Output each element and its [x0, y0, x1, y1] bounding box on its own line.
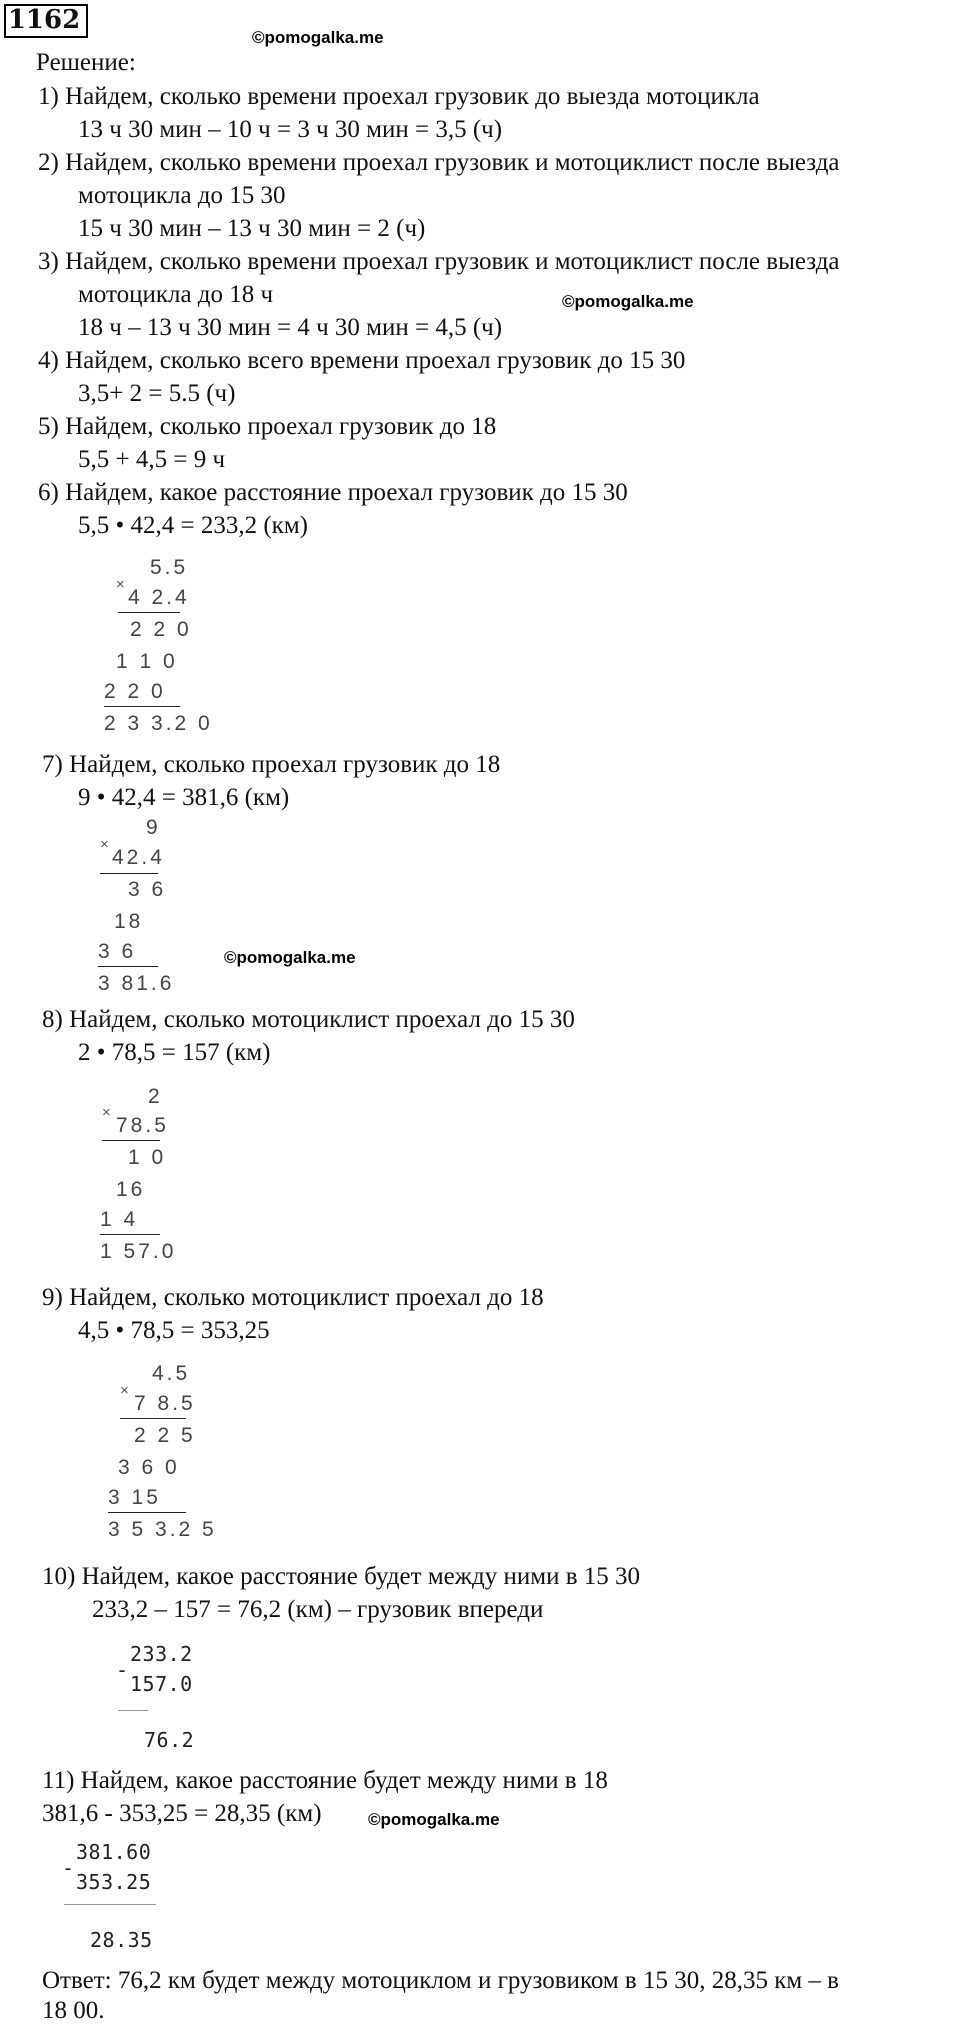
answer-line: Ответ: 76,2 км будет между мотоциклом и грузовиком в 15 30, 28,35 км – в: [42, 1967, 839, 1994]
calc-row: 381.60: [76, 1840, 152, 1864]
calc-row: 42.4: [112, 846, 165, 869]
step-3-line: 18 ч – 13 ч 30 мин = 4 ч 30 мин = 4,5 (ч): [78, 314, 503, 341]
multiply-sign: ×: [116, 576, 125, 593]
calc-row: 9: [146, 816, 161, 839]
calc-line: [108, 1512, 186, 1513]
calc-row: 2 2 5: [134, 1424, 196, 1447]
step-11-line: 381,6 - 353,25 = 28,35 (км): [42, 1800, 322, 1827]
step-11-title: 11) Найдем, какое расстояние будет между ними в 18: [42, 1767, 608, 1794]
calc-line: [64, 1904, 156, 1905]
step-9-line: 4,5 • 78,5 = 353,25: [78, 1317, 270, 1344]
watermark: ©pomogalka.me: [252, 28, 384, 47]
minus-sign: -: [116, 1658, 129, 1682]
calc-row: 3 81.6: [98, 972, 175, 995]
calc-row: 157.0: [130, 1672, 193, 1696]
calc-line: [104, 706, 180, 707]
step-2-title: 2) Найдем, сколько времени проехал грузовик и мотоциклист после выезда: [38, 149, 840, 176]
step-4-line: 3,5+ 2 = 5.5 (ч): [78, 380, 236, 407]
step-5-title: 5) Найдем, сколько проехал грузовик до 18: [38, 413, 497, 440]
calc-row: 28.35: [90, 1928, 153, 1952]
solution-heading: Решение:: [36, 49, 136, 76]
calc-row: 16: [116, 1178, 146, 1201]
calc-row: 1 1 0: [116, 650, 178, 673]
calc-row: 4 2.4: [128, 586, 190, 609]
step-9-title: 9) Найдем, сколько мотоциклист проехал до 18: [42, 1284, 544, 1311]
step-7-line: 9 • 42,4 = 381,6 (км): [78, 784, 290, 811]
calc-row: 2: [148, 1085, 163, 1108]
step-8-title: 8) Найдем, сколько мотоциклист проехал до 15 30: [42, 1006, 575, 1033]
step-4-title: 4) Найдем, сколько всего времени проехал грузовик до 15 30: [38, 347, 686, 374]
calc-row: 18: [114, 910, 144, 933]
multiply-sign: ×: [120, 1382, 129, 1399]
calc-row: 4.5: [152, 1362, 191, 1385]
calc-row: 2 2 0: [104, 680, 166, 703]
step-6-line: 5,5 • 42,4 = 233,2 (км): [78, 512, 308, 539]
calc-row: 353.25: [76, 1870, 152, 1894]
watermark: ©pomogalka.me: [368, 1810, 500, 1829]
calc-line: [102, 1140, 160, 1141]
multiply-sign: ×: [100, 836, 109, 853]
step-2-line: 15 ч 30 мин – 13 ч 30 мин = 2 (ч): [78, 215, 426, 242]
calc-line: [118, 612, 180, 613]
calc-row: 1 0: [128, 1146, 167, 1169]
calc-row: 2 3 3.2 0: [104, 712, 213, 735]
multiply-sign: ×: [102, 1104, 111, 1121]
calc-line: [100, 1234, 160, 1235]
calc-row: 1 57.0: [100, 1240, 177, 1263]
step-2-line: мотоцикла до 15 30: [78, 182, 286, 209]
step-5-line: 5,5 + 4,5 = 9 ч: [78, 446, 226, 473]
calc-row: 233.2: [130, 1642, 193, 1666]
calc-row: 1 4: [100, 1208, 139, 1231]
step-3-line: мотоцикла до 18 ч: [78, 281, 274, 308]
minus-sign: -: [62, 1856, 75, 1880]
calc-row: 5.5: [150, 556, 189, 579]
step-1-title: 1) Найдем, сколько времени проехал грузовик до выезда мотоцикла: [38, 83, 760, 110]
calc-row: 78.5: [116, 1114, 169, 1137]
step-7-title: 7) Найдем, сколько проехал грузовик до 18: [42, 751, 501, 778]
watermark: ©pomogalka.me: [562, 292, 694, 311]
calc-row: 3 15: [108, 1486, 161, 1509]
answer-line: 18 00.: [42, 1997, 105, 2024]
problem-number: 1162: [4, 4, 88, 38]
calc-row: 7 8.5: [134, 1392, 196, 1415]
step-1-line: 13 ч 30 мин – 10 ч = 3 ч 30 мин = 3,5 (ч): [78, 116, 503, 143]
step-6-title: 6) Найдем, какое расстояние проехал грузовик до 15 30: [38, 479, 628, 506]
calc-line: [120, 1418, 186, 1419]
calc-line: [100, 873, 158, 874]
calc-line: [98, 966, 158, 967]
calc-row: 76.2: [144, 1728, 195, 1752]
step-3-title: 3) Найдем, сколько времени проехал грузовик и мотоциклист после выезда: [38, 248, 840, 275]
calc-line: [118, 1710, 148, 1711]
step-10-title: 10) Найдем, какое расстояние будет между ними в 15 30: [42, 1563, 640, 1590]
watermark: ©pomogalka.me: [224, 948, 356, 967]
step-8-line: 2 • 78,5 = 157 (км): [78, 1039, 271, 1066]
calc-row: 3 5 3.2 5: [108, 1518, 217, 1541]
calc-row: 3 6: [98, 940, 137, 963]
calc-row: 3 6 0: [118, 1456, 180, 1479]
step-10-line: 233,2 – 157 = 76,2 (км) – грузовик впереди: [92, 1596, 544, 1623]
calc-row: 2 2 0: [130, 618, 192, 641]
calc-row: 3 6: [128, 878, 167, 901]
